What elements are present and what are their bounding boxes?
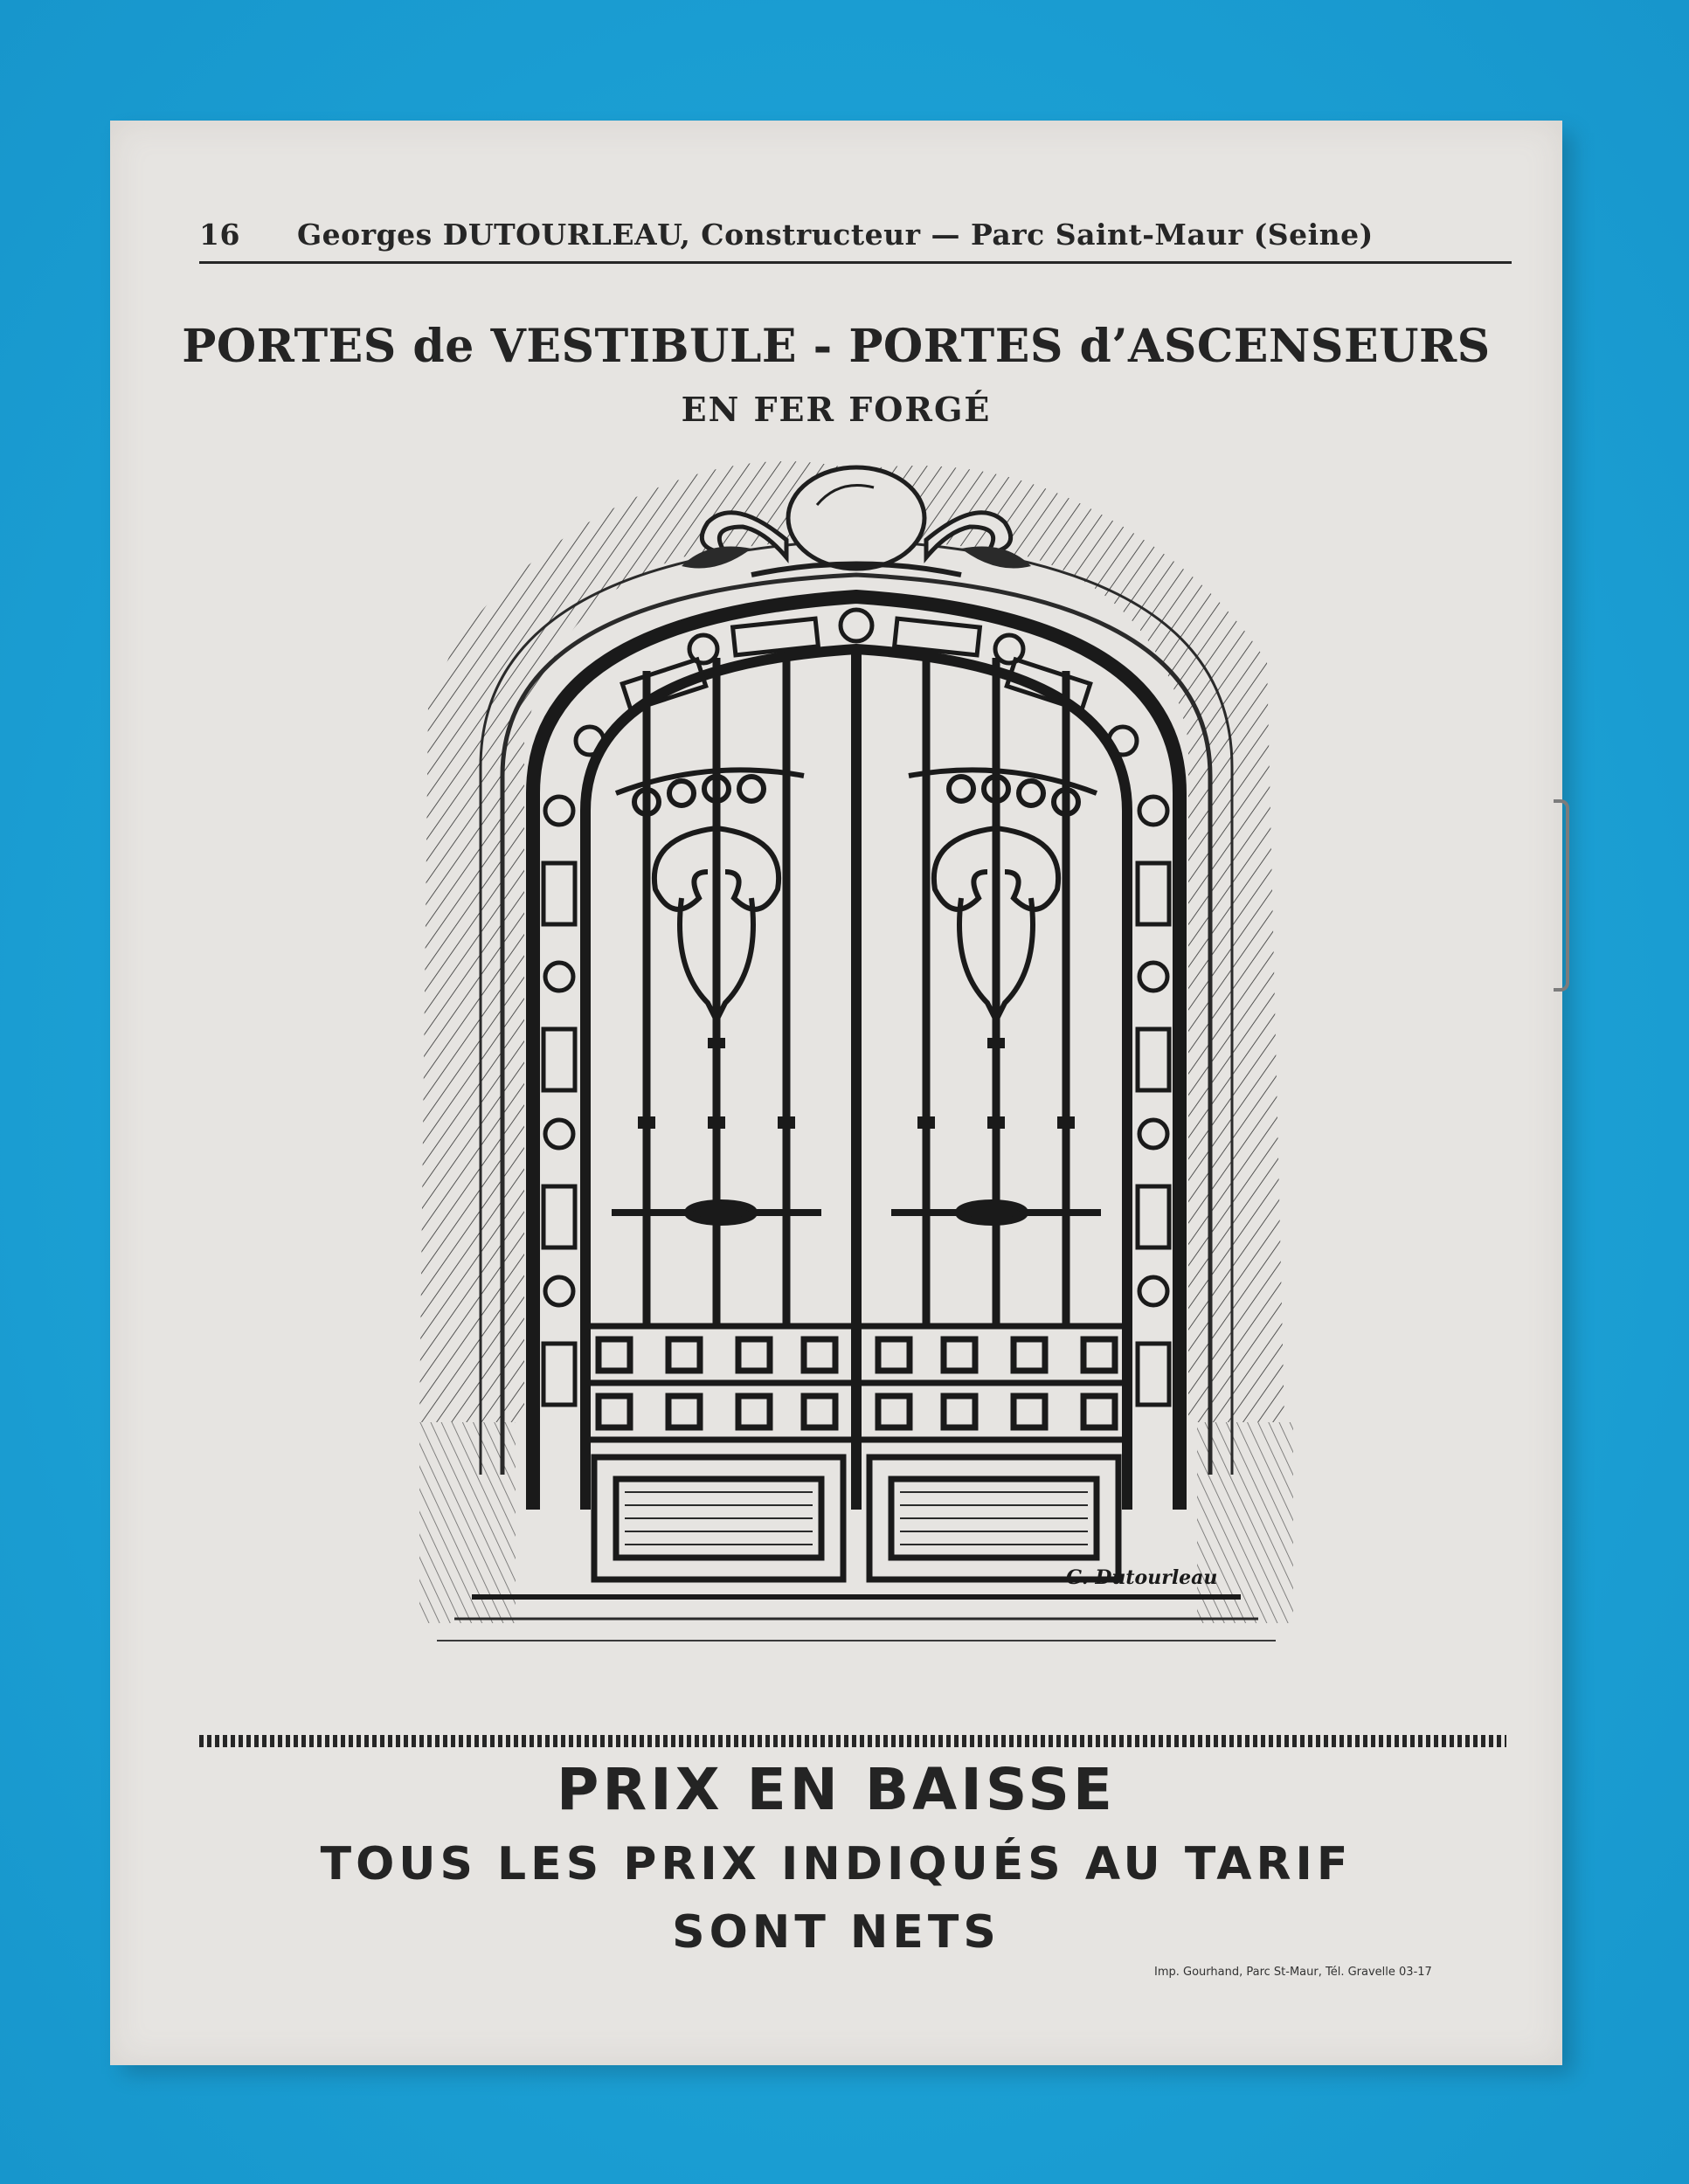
binding-staple bbox=[1554, 799, 1569, 992]
dotted-divider bbox=[199, 1735, 1506, 1747]
running-header bbox=[199, 212, 1512, 264]
printer-imprint: Imp. Gourhand, Parc St-Maur, Tél. Gravelle 03-17 bbox=[1154, 1966, 1432, 1979]
price-notice-headline: PRIX EN BAISSE bbox=[556, 1756, 1117, 1823]
right-frame-border bbox=[1138, 797, 1169, 1405]
left-frame-border bbox=[543, 797, 575, 1405]
page-title: PORTES de VESTIBULE - PORTES d’ASCENSEURS bbox=[182, 320, 1491, 373]
wrought-iron-door-illustration bbox=[419, 444, 1293, 1709]
artist-signature: G. Dutourleau bbox=[1066, 1566, 1218, 1589]
running-title: Georges DUTOURLEAU, Constructeur — Parc Saint-Maur (Seine) bbox=[297, 218, 1374, 252]
price-notice-line-2: TOUS LES PRIX INDIQUÉS AU TARIF bbox=[320, 1838, 1353, 1890]
price-notice-line-3: SONT NETS bbox=[672, 1906, 1000, 1959]
page-subtitle: EN FER FORGÉ bbox=[681, 390, 992, 429]
catalogue-page bbox=[110, 121, 1562, 2065]
page-number: 16 bbox=[199, 218, 240, 252]
